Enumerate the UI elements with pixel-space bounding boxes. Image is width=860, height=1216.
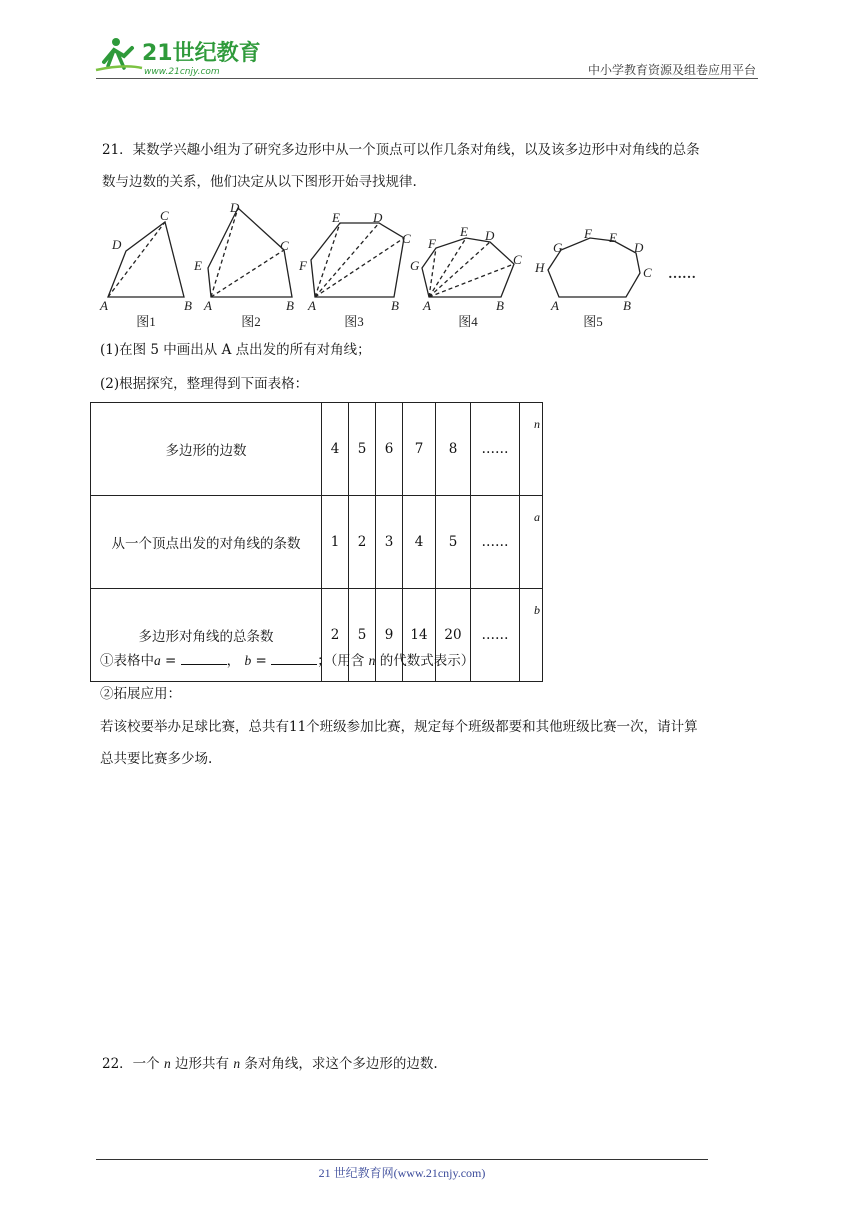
table-cell: 9 — [376, 589, 403, 682]
table-cell-variable: a — [520, 496, 543, 589]
figure1-quadrilateral — [108, 222, 184, 297]
svg-text:C: C — [160, 208, 169, 223]
table-row — [91, 496, 543, 589]
extend-heading: ②拓展应用： — [100, 686, 181, 702]
table-cell: 1 — [322, 496, 349, 589]
q21-text-line1: 21．某数学兴趣小组为了研究多边形中从一个顶点可以作几条对角线，以及该多边形中对角线的总条 — [102, 142, 700, 158]
svg-text:B: B — [184, 298, 192, 313]
blank-prefix: ①表格中 — [100, 653, 154, 669]
footer-link[interactable]: 21 世纪教育网(www.21cnjy.com) — [318, 1166, 486, 1180]
figure4-label: 图4 — [458, 314, 478, 329]
svg-text:A: A — [204, 298, 212, 313]
table-cell-ellipsis: …… — [471, 496, 520, 589]
site-logo — [94, 34, 269, 78]
table-cell-ellipsis: …… — [471, 403, 520, 496]
table-cell: 6 — [376, 403, 403, 496]
table-cell: 8 — [436, 403, 471, 496]
data-table — [90, 402, 543, 682]
svg-text:E: E — [609, 230, 617, 245]
table-cell-label: 多边形对角线的总条数 — [91, 589, 322, 682]
var-b: b — [244, 653, 252, 668]
apply-text-line1: 若该校要举办足球比赛，总共有11个班级参加比赛，规定每个班级都要和其他班级比赛一次，请计算 — [100, 719, 698, 735]
svg-text:D: D — [485, 228, 495, 243]
svg-text:E: E — [194, 258, 202, 273]
logo-text: 21世纪教育 — [142, 41, 261, 66]
blank-suffix: ；（用含 — [317, 653, 365, 669]
figure5-label: 图5 — [583, 314, 603, 329]
apply-text-line2: 总共要比赛多少场. — [100, 751, 213, 767]
footer-divider — [96, 1159, 708, 1160]
figure1-diagonal — [108, 222, 165, 297]
svg-text:D: D — [230, 200, 240, 215]
table-cell: 5 — [349, 403, 376, 496]
q22-text — [102, 1054, 438, 1074]
equals-sign: = — [251, 653, 272, 669]
svg-text:B: B — [286, 298, 294, 313]
figure1-label: 图1 — [136, 314, 156, 329]
table-cell: 3 — [376, 496, 403, 589]
svg-text:E: E — [460, 224, 468, 239]
svg-text:B: B — [623, 298, 631, 313]
table-row — [91, 403, 543, 496]
figure2-label: 图2 — [241, 314, 261, 329]
table-cell: 5 — [436, 496, 471, 589]
q22-var-n1: n — [163, 1056, 171, 1071]
sub-question-1: (1)在图 5 中画出从 A 点出发的所有对角线； — [100, 342, 371, 358]
table-cell-label: 从一个顶点出发的对角线的条数 — [91, 496, 322, 589]
table-cell: 14 — [403, 589, 436, 682]
table-cell: 5 — [349, 589, 376, 682]
svg-text:A: A — [308, 298, 316, 313]
polygon-figures — [96, 198, 716, 333]
svg-text:F: F — [299, 258, 307, 273]
svg-text:F: F — [428, 236, 436, 251]
svg-text:D: D — [112, 237, 122, 252]
svg-text:E: E — [332, 210, 340, 225]
var-a: a — [154, 653, 161, 668]
svg-text:C: C — [402, 231, 411, 246]
blank-separator: ， — [226, 653, 241, 669]
q22-part1: 22．一个 — [102, 1056, 160, 1072]
header-platform-text: 中小学教育资源及组卷应用平台 — [587, 63, 756, 77]
svg-text:H: H — [535, 260, 545, 275]
fill-blank-line — [100, 650, 474, 671]
sub-question-2: (2)根据探究，整理得到下面表格： — [100, 376, 309, 392]
svg-text:B: B — [391, 298, 399, 313]
table-cell: 2 — [349, 496, 376, 589]
table-cell-label: 多边形的边数 — [91, 403, 322, 496]
blank-suffix-2: 的代数式表示） — [379, 653, 475, 669]
svg-text:A: A — [551, 298, 559, 313]
blank-b-input[interactable] — [271, 650, 317, 665]
svg-text:C: C — [513, 252, 522, 267]
table-cell: 4 — [322, 403, 349, 496]
table-cell: 20 — [436, 589, 471, 682]
figure3-label: 图3 — [344, 314, 364, 329]
svg-text:C: C — [643, 265, 652, 280]
svg-text:A: A — [423, 298, 431, 313]
header-divider — [96, 78, 758, 79]
svg-text:G: G — [553, 240, 563, 255]
svg-text:C: C — [280, 238, 289, 253]
table-cell: 7 — [403, 403, 436, 496]
var-n: n — [368, 653, 376, 668]
equals-sign: = — [160, 653, 181, 669]
svg-text:F: F — [584, 226, 592, 241]
table-cell-ellipsis: …… — [471, 589, 520, 682]
q22-part2: 边形共有 — [175, 1056, 230, 1072]
table-cell-variable: b — [520, 589, 543, 682]
svg-text:D: D — [634, 240, 644, 255]
svg-text:G: G — [410, 258, 420, 273]
q22-var-n2: n — [233, 1056, 241, 1071]
svg-text:D: D — [373, 210, 383, 225]
blank-a-input[interactable] — [181, 650, 227, 665]
svg-text:B: B — [496, 298, 504, 313]
figures-ellipsis: …… — [668, 267, 696, 282]
table-cell-variable: n — [520, 403, 543, 496]
q22-part3: 条对角线，求这个多边形的边数. — [244, 1056, 438, 1072]
q21-text-line2: 数与边数的关系，他们决定从以下图形开始寻找规律. — [102, 174, 417, 190]
table-cell: 2 — [322, 589, 349, 682]
logo-url: www.21cnjy.com — [144, 67, 220, 77]
svg-text:A: A — [100, 298, 108, 313]
table-cell: 4 — [403, 496, 436, 589]
